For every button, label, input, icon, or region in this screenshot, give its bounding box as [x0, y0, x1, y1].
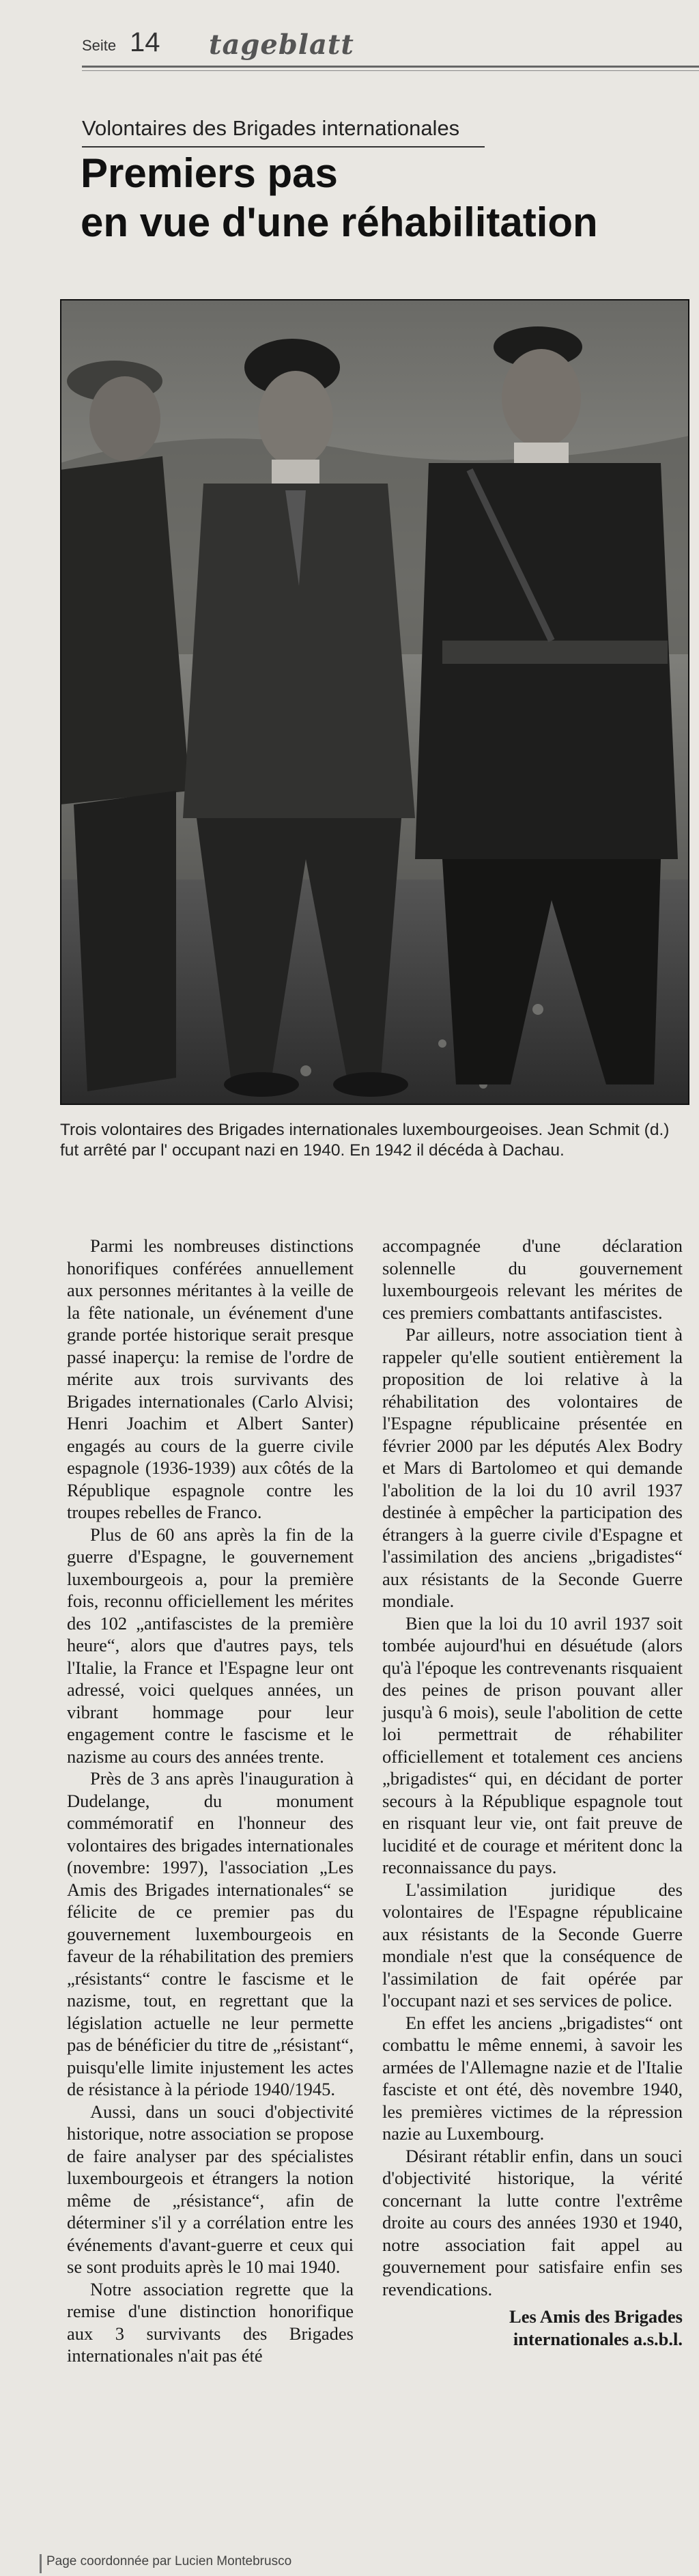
article-photo: [60, 299, 689, 1105]
page-credit: Page coordonnée par Lucien Montebrusco: [46, 2554, 292, 2568]
paragraph: Par ailleurs, notre association tient à rappeler qu'elle soutient entièrement la proposition de loi relative à la réhabilitation des volontaires de l'Espagne républicaine présentée en février 2000 par les députés Alex Bodry et Mars di Bartolomeo et qui demande l'abolition de la loi du 10 avril 1937 destinée à empêcher la participation des étrangers à la guerre civile d'Espagne et l'assimilation des anciens „brigadistes“ aux résistants de la Seconde Guerre mondiale.: [382, 1324, 683, 1611]
masthead: tageblatt: [209, 29, 354, 61]
article-headline: [81, 149, 681, 247]
paragraph: L'assimilation juridique des volontaires de l'Espagne républicaine aux résistants de la Seconde Guerre mondiale n'est que la conséquence de l'assimilation de fait opérée par l'occupant nazi et ses services de police.: [382, 1879, 683, 2011]
footer-rule: [40, 2554, 42, 2573]
paragraph: accompagnée d'une déclaration solennelle du gouvernement luxembourgeois relevant les mérites de ces premiers combattants antifascistes.: [382, 1235, 683, 1323]
page-label: Seite: [82, 37, 117, 54]
page-header: [82, 25, 699, 66]
paragraph: En effet les anciens „brigadistes“ ont combattu le même ennemi, à savoir les armées de l'Allemagne nazie et de l'Italie fasciste et ont été, dès novembre 1940, les premières victimes de la répression nazie au Luxembourg.: [382, 2012, 683, 2144]
header-rule: [82, 66, 699, 68]
headline-line-1: Premiers pas: [81, 150, 338, 196]
signature-line-2: internationales a.s.b.l.: [513, 2328, 683, 2349]
article-column-right: [382, 1235, 683, 2350]
paragraph: Plus de 60 ans après la fin de la guerre d'Espagne, le gouvernement luxembourgeois a, pour la première fois, reconnu officiellement les mérites des 102 „antifascistes de la première heure“, alors que d'autres pays, tels l'Italie, la France et l'Espagne leur ont adressé, voici quelques années, un vibrant hommage pour leur engagement contre le fascisme et le nazisme au cours des années trente.: [67, 1524, 354, 1767]
article-column-left: [67, 1235, 354, 2367]
paragraph: Parmi les nombreuses distinctions honorifiques conférées annuellement aux personnes méritantes à la veille de la fête nationale, un événement d'une grande portée historique serait presque passé inaperçu: la remise de l'ordre de mérite aux trois survivants des Brigades internationales (Carlo Alvisi; Henri Joachim et Albert Santer) engagés au cours de la guerre civile espagnole (1936-1939) aux côtés de la République espagnole contre les troupes rebelles de Franco.: [67, 1235, 354, 1522]
header-rule-thin: [82, 70, 699, 71]
article-kicker: Volontaires des Brigades internationales: [82, 116, 460, 140]
page-number: 14: [130, 27, 160, 57]
photo-caption: Trois volontaires des Brigades internationales luxembourgeoises. Jean Schmit (d.) fut arrêté par l' occupant nazi en 1940. En 1942 il décéda à Dachau.: [60, 1121, 670, 1160]
signature-line-1: Les Amis des Brigades: [509, 2306, 683, 2327]
photo-illustration: [60, 299, 689, 1105]
paragraph: Près de 3 ans après l'inauguration à Dudelange, du monument commémoratif en l'honneur des volontaires des brigades internationales (novembre: 1997), l'association „Les Amis des Brigades internationales“ se félicite de ce premier pas du gouvernement luxembourgeois en faveur de la réhabilitation des premiers „résistants“ contre le fascisme et le nazisme, tout, en regrettant que la législation actuelle ne leur permette pas de bénéficier du titre de „résistant“, puisqu'elle limite injustement les actes de résistance à la période 1940/1945.: [67, 1768, 354, 2099]
kicker-underline: [82, 146, 485, 148]
paragraph: Désirant rétablir enfin, dans un souci d'objectivité historique, la vérité concernant la lutte contre l'extrême droite au cours des années 1930 et 1940, notre association fait appel au gouvernement pour satisfaire enfin ses revendications.: [382, 2145, 683, 2299]
paragraph: Aussi, dans un souci d'objectivité historique, notre association se propose de faire analyser par des spécialistes luxembourgeois et étrangers la notion même de „résistance“, afin de déterminer s'il y a corrélation entre les événements d'avant-guerre et ceux qui se sont produits après le 10 mai 1940.: [67, 2101, 354, 2277]
paragraph: Notre association regrette que la remise d'une distinction honorifique aux 3 survivants des Brigades internationales n'ait pas été: [67, 2278, 354, 2366]
article-signature: [382, 2306, 683, 2350]
headline-line-2: en vue d'une réhabilitation: [81, 199, 598, 245]
paragraph: Bien que la loi du 10 avril 1937 soit tombée aujourd'hui en désuétude (alors qu'à l'époque les contrevenants risquaient des peines de prison pouvant aller jusqu'à 6 mois), seule l'abolition de cette loi permettrait de réhabiliter officiellement et totalement ces anciens „brigadistes“ qui, en décidant de porter secours à la République espagnole tout en risquant leur vie, ont fait preuve de lucidité et de courage et méritent donc la reconnaissance du pays.: [382, 1612, 683, 1877]
